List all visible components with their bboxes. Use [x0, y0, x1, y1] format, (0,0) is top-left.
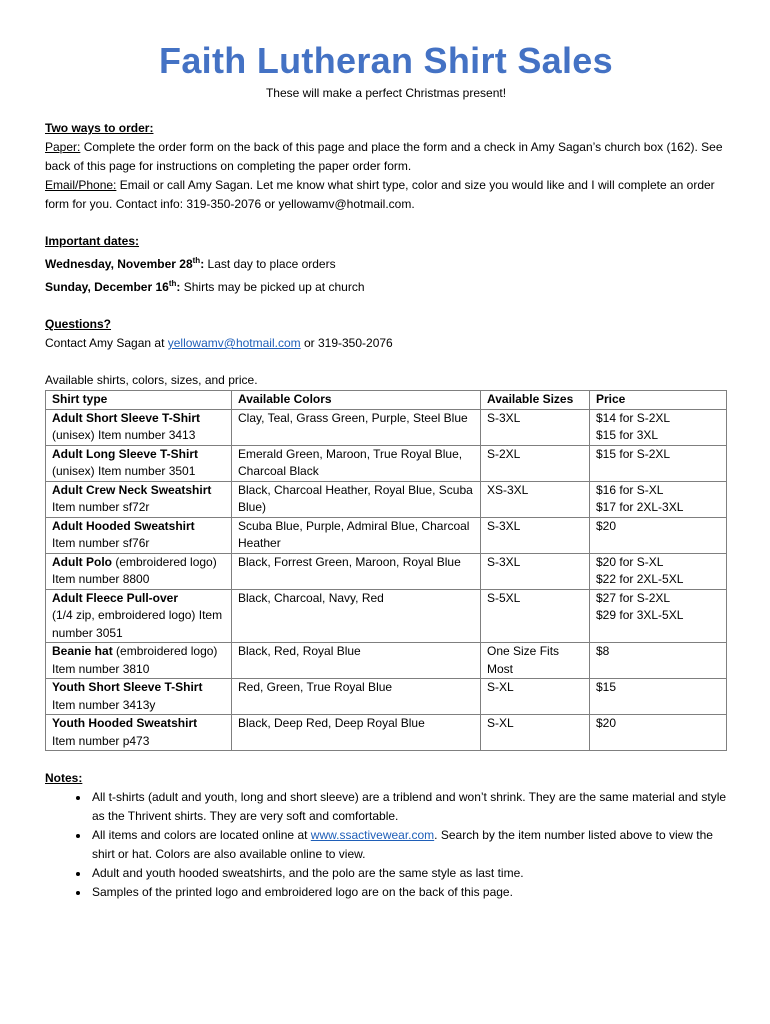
price-cell	[590, 517, 727, 553]
shirt-type-cell	[46, 445, 232, 481]
shirt-name: Adult Hooded Sweatshirt	[52, 518, 195, 533]
colors-cell: Red, Green, True Royal Blue	[232, 679, 481, 715]
date-1-colon: :	[200, 257, 205, 271]
size-value: S-3XL	[487, 410, 521, 425]
subtitle: These will make a perfect Christmas present!	[265, 86, 507, 100]
note-item: • Adult and youth hooded sweatshirts, and the polo are the same style as last time.	[90, 864, 727, 883]
notes-heading: Notes:	[45, 771, 83, 785]
shirt-type-cell	[46, 589, 232, 643]
sizes-cell	[481, 643, 590, 679]
price-cell	[590, 445, 727, 481]
sizes-cell	[481, 553, 590, 589]
colors-cell: Scuba Blue, Purple, Admiral Blue, Charcoal Heather	[232, 517, 481, 553]
size-value: S-XL	[487, 680, 514, 694]
size-value: One Size Fits	[487, 644, 560, 658]
colors-cell: Black, Charcoal Heather, Royal Blue, Scuba Blue)	[232, 481, 481, 517]
questions-heading: Questions?	[45, 317, 112, 331]
price-value: $20 for S-XL	[596, 554, 664, 569]
size-value: S-3XL	[487, 554, 521, 569]
header-shirt-type: Shirt type	[46, 391, 232, 410]
colors-cell: Clay, Teal, Grass Green, Purple, Steel Blue	[232, 409, 481, 445]
shirt-table	[45, 390, 727, 751]
colors-cell: Black, Red, Royal Blue	[232, 643, 481, 679]
sizes-cell	[481, 481, 590, 517]
date-1-text: Last day to place orders	[204, 257, 336, 271]
shirt-name: Adult Short Sleeve T-Shirt	[52, 410, 201, 425]
contact-prefix: Contact Amy Sagan at	[45, 336, 168, 350]
colors-cell: Black, Charcoal, Navy, Red	[232, 589, 481, 643]
document-page	[45, 38, 727, 902]
shirt-type-cell	[46, 481, 232, 517]
header-sizes: Available Sizes	[481, 391, 590, 410]
sizes-cell	[481, 715, 590, 751]
table-row	[46, 553, 727, 589]
date-2-colon: :	[176, 280, 181, 294]
table-row	[46, 679, 727, 715]
price-value: $22 for 2XL-5XL	[596, 572, 684, 586]
price-cell	[590, 715, 727, 751]
item-number: (unisex) Item number 3413	[52, 428, 196, 442]
size-value: S-3XL	[487, 518, 521, 533]
date-2-label: Sunday, December 16	[45, 280, 169, 294]
ssactivewear-link[interactable]: www.ssactivewear.com	[310, 828, 435, 842]
item-number: Item number sf76r	[52, 536, 150, 550]
contact-suffix: or 319-350-2076	[300, 336, 393, 350]
shirt-name: Adult Crew Neck Sweatshirt	[52, 482, 212, 497]
table-intro: Available shirts, colors, sizes, and price.	[45, 373, 258, 387]
sizes-cell	[481, 445, 590, 481]
shirt-name: Adult Fleece Pull-over	[52, 590, 179, 605]
shirt-type-cell	[46, 517, 232, 553]
date-1-suffix: th	[192, 256, 201, 265]
shirt-type-cell	[46, 553, 232, 589]
shirt-name-detail: (embroidered logo)	[112, 554, 217, 569]
price-cell	[590, 679, 727, 715]
sizes-cell	[481, 409, 590, 445]
shirt-type-cell	[46, 643, 232, 679]
date-2-text: Shirts may be picked up at church	[180, 280, 365, 294]
email-phone-label: Email/Phone:	[45, 178, 117, 192]
size-value: Most	[487, 661, 514, 676]
price-cell	[590, 481, 727, 517]
colors-cell: Emerald Green, Maroon, True Royal Blue, Charcoal Black	[232, 445, 481, 481]
size-value: XS-3XL	[487, 482, 529, 497]
dates-heading: Important dates:	[45, 234, 140, 248]
item-number: Item number p473	[52, 733, 150, 748]
size-value: S-5XL	[487, 590, 521, 605]
price-value: $17 for 2XL-3XL	[596, 500, 684, 514]
price-value: $8	[596, 644, 610, 658]
shirt-type-cell	[46, 409, 232, 445]
header-colors: Available Colors	[232, 391, 481, 410]
table-row	[46, 517, 727, 553]
size-value: S-XL	[487, 716, 514, 730]
price-value: $15 for 3XL	[596, 428, 659, 442]
item-number: Item number 8800	[52, 572, 150, 586]
order-heading: Two ways to order:	[45, 121, 154, 135]
colors-cell: Black, Deep Red, Deep Royal Blue	[232, 715, 481, 751]
contact-email-link[interactable]: yellowamv@hotmail.com	[167, 336, 301, 350]
note-item: • Samples of the printed logo and embroidered logo are on the back of this page.	[90, 883, 727, 902]
table-header-row	[46, 391, 727, 410]
paper-order-text	[45, 138, 727, 176]
shirt-name: Beanie hat	[52, 644, 113, 658]
paper-text: Complete the order form on the back of this page and place the form and a check in Amy Sagan’s church box (162). See back of this page for instructions on completing the paper order form.	[45, 140, 723, 173]
price-value: $14 for S-2XL	[596, 410, 671, 425]
date-2-suffix: th	[168, 279, 177, 288]
item-number: (unisex) Item number 3501	[52, 464, 196, 478]
shirt-name: Youth Short Sleeve T-Shirt	[52, 680, 203, 694]
date-1-label: Wednesday, November 28	[45, 257, 193, 271]
email-order-text	[45, 176, 727, 214]
price-value: $20	[596, 716, 617, 730]
table-row	[46, 643, 727, 679]
shirt-type-cell	[46, 679, 232, 715]
shirt-type-cell	[46, 715, 232, 751]
table-row	[46, 715, 727, 751]
contact-line	[45, 334, 727, 353]
note-item	[90, 826, 727, 864]
table-row	[46, 589, 727, 643]
price-value: $16 for S-XL	[596, 482, 664, 497]
shirt-name: Adult Long Sleeve T-Shirt	[52, 446, 199, 461]
sizes-cell	[481, 589, 590, 643]
header-price: Price	[590, 391, 727, 410]
shirt-name: Youth Hooded Sweatshirt	[52, 716, 198, 730]
price-cell	[590, 553, 727, 589]
table-row	[46, 409, 727, 445]
item-number: Item number 3413y	[52, 697, 156, 712]
page-title: Faith Lutheran Shirt Sales	[159, 40, 613, 81]
email-phone-text: Email or call Amy Sagan. Let me know what shirt type, color and size you would like and I will complete an order form for you. Contact info: 319-350-2076 or yellowamv@hotmail.com.	[45, 178, 715, 211]
table-body	[46, 409, 727, 751]
price-cell	[590, 643, 727, 679]
note-2-suffix: . Search by the item number listed above to view the shirt or hat. Colors are also available online to view.	[92, 828, 713, 861]
price-value: $15 for S-2XL	[596, 446, 671, 461]
note-2-prefix: All items and colors are located online at	[92, 828, 311, 842]
colors-cell: Black, Forrest Green, Maroon, Royal Blue	[232, 553, 481, 589]
item-number: (1/4 zip, embroidered logo) Item number 3051	[52, 608, 223, 640]
paper-label: Paper:	[45, 140, 81, 154]
size-value: S-2XL	[487, 446, 521, 461]
table-row	[46, 445, 727, 481]
price-value: $20	[596, 518, 617, 533]
date-line-1	[45, 251, 727, 274]
price-value: $29 for 3XL-5XL	[596, 608, 684, 622]
sizes-cell	[481, 517, 590, 553]
notes-list	[45, 788, 727, 902]
note-item: • All t-shirts (adult and youth, long and short sleeve) are a triblend and won’t shrink. They are the same material and style as the Thrivent shirts. They are very soft and comfortable.	[90, 788, 727, 826]
shirt-name-detail: (embroidered logo) Item number 3810	[52, 644, 218, 676]
sizes-cell	[481, 679, 590, 715]
item-number: Item number sf72r	[52, 500, 150, 514]
date-line-2	[45, 274, 727, 297]
price-value: $15	[596, 680, 617, 694]
shirt-name: Adult Polo	[52, 554, 112, 569]
price-value: $27 for S-2XL	[596, 590, 671, 605]
price-cell	[590, 409, 727, 445]
table-row	[46, 481, 727, 517]
price-cell	[590, 589, 727, 643]
